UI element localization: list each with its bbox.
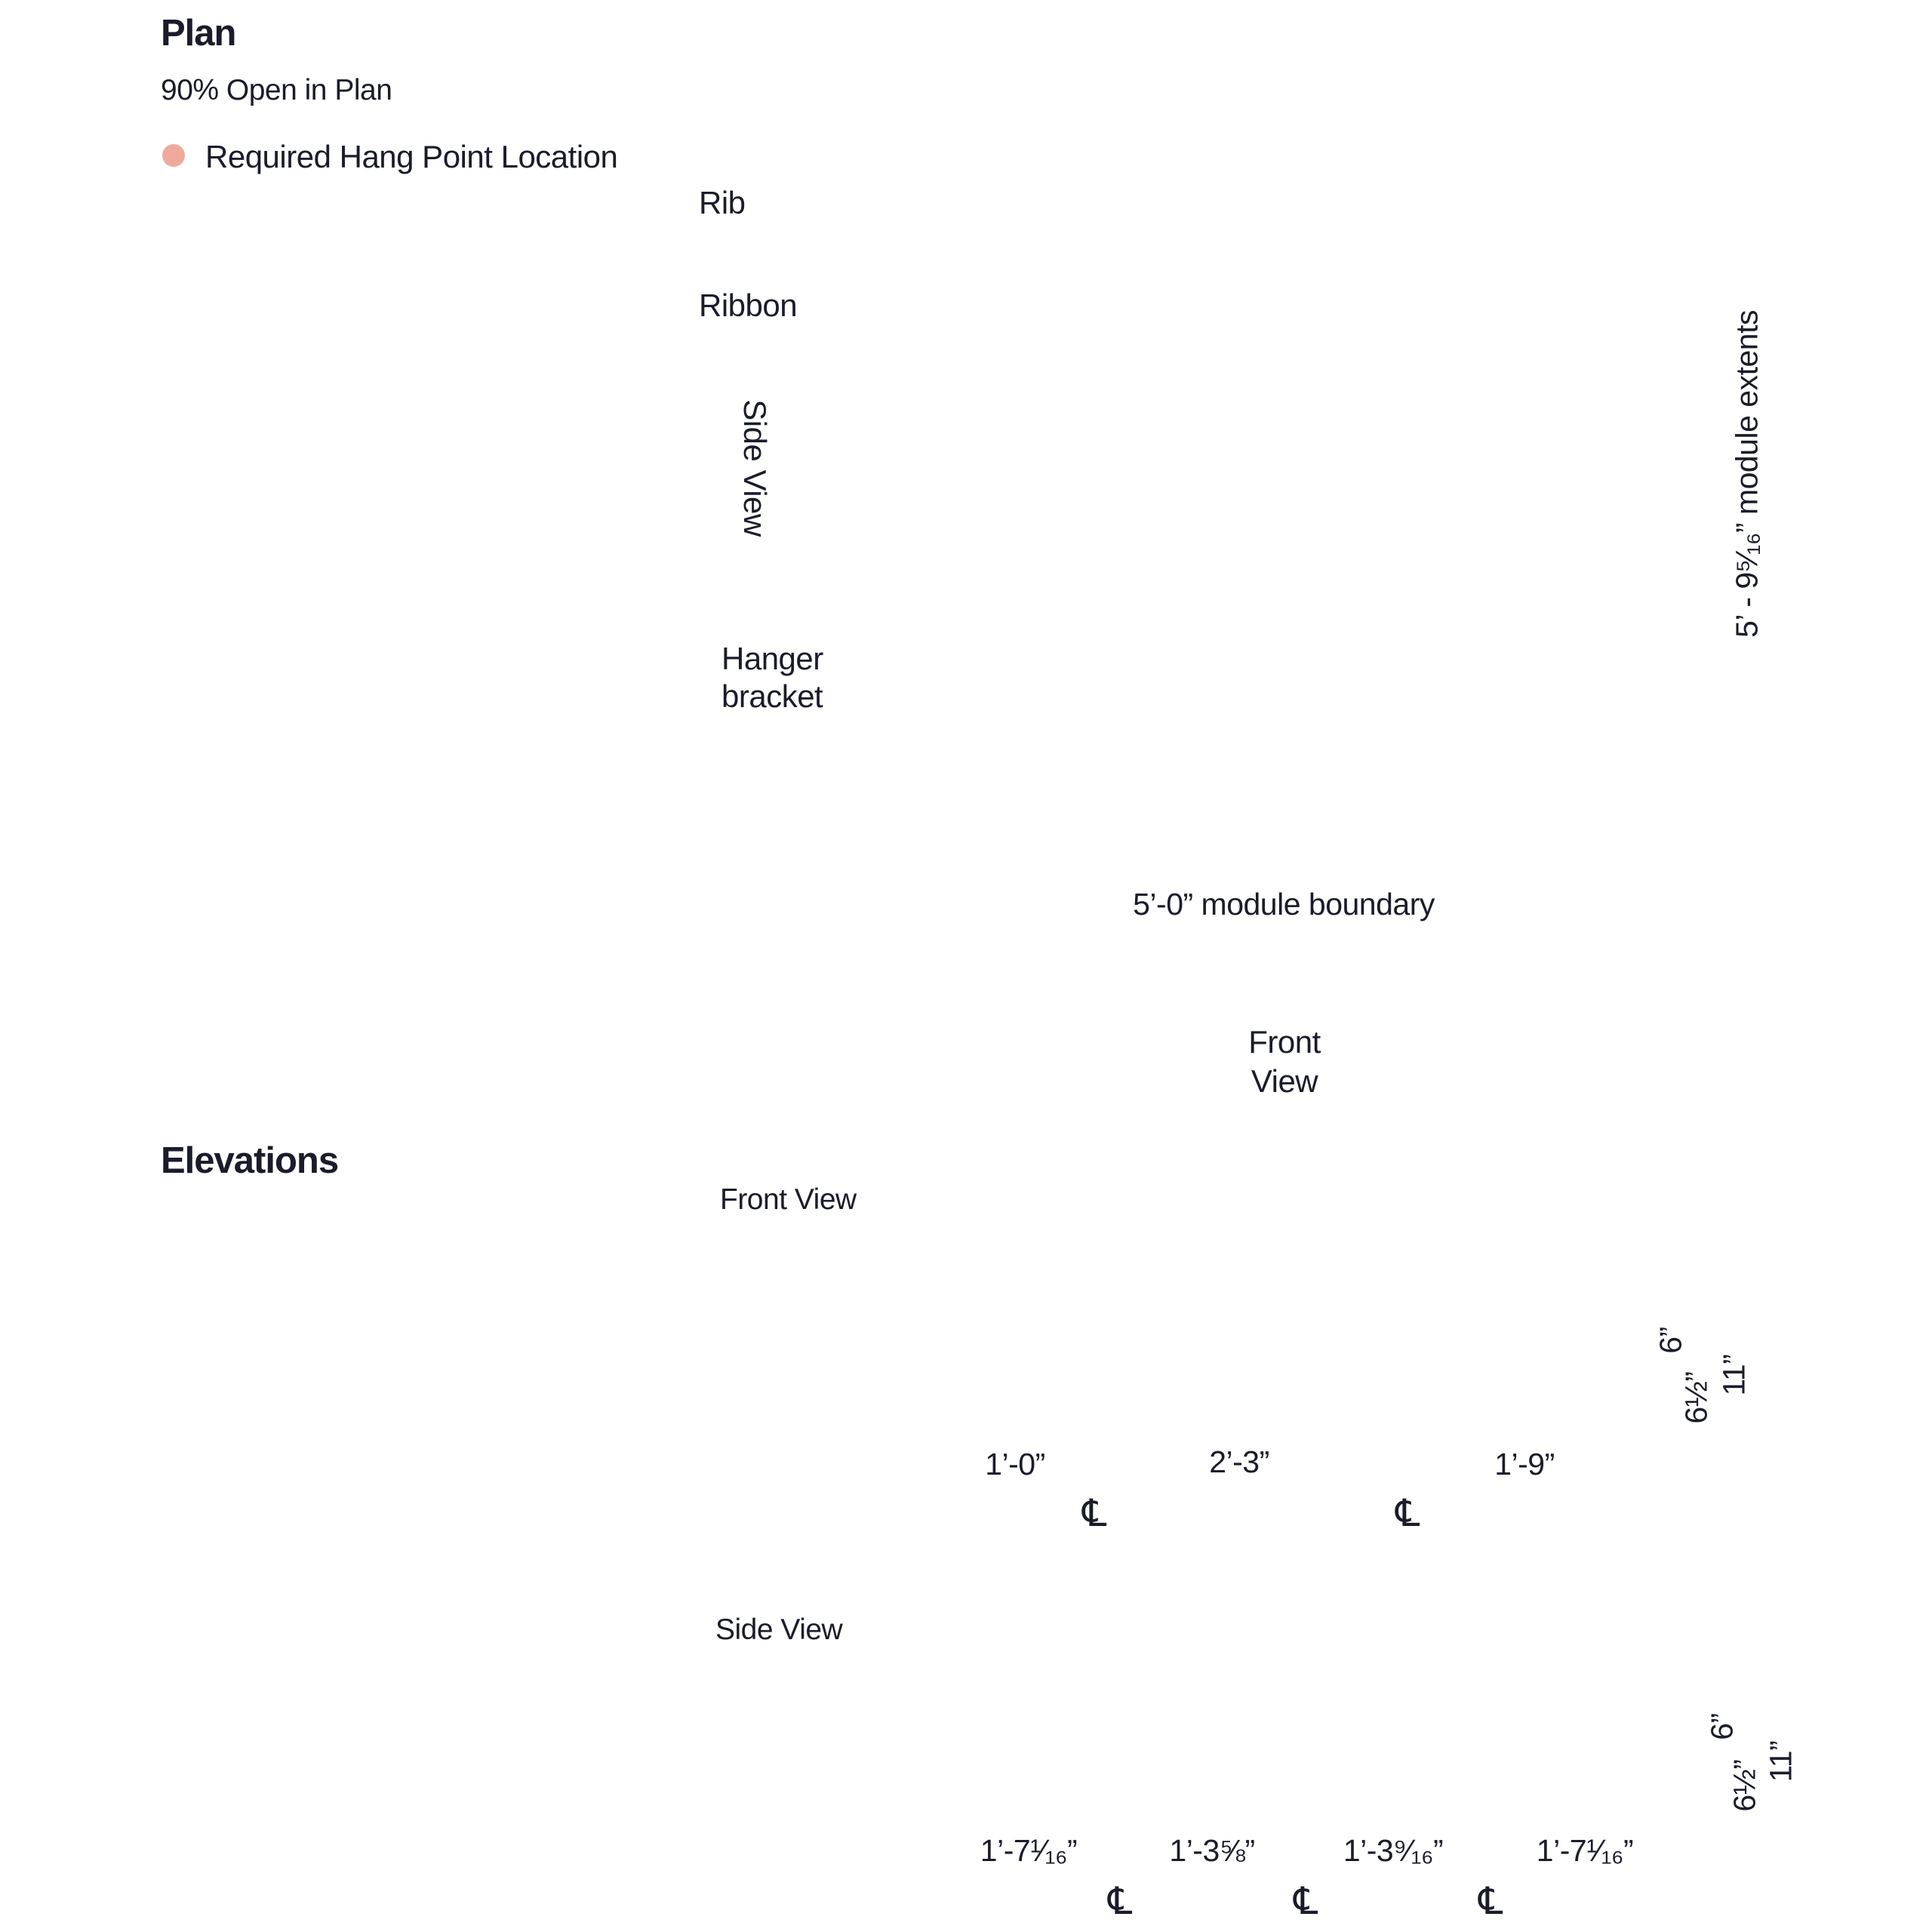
plan-drawing xyxy=(781,72,1758,1019)
side-break-line xyxy=(706,1669,736,1878)
ribbon-loops xyxy=(894,83,1670,854)
rib-callout-label: Rib xyxy=(699,185,746,220)
side-dim-4: 1’-7¹⁄₁₆” xyxy=(1534,1835,1635,1866)
module-boundary-dimension: 5’-0” module boundary xyxy=(1130,889,1438,920)
side-height-total: 11” xyxy=(1763,1740,1798,1783)
front-dim-2: 2’-3” xyxy=(1207,1447,1272,1478)
ribbon-path-inner-1 xyxy=(1041,166,1457,567)
hang-points xyxy=(1070,280,1407,664)
front-height-upper: 6” xyxy=(1653,1327,1688,1354)
rib-2 xyxy=(1206,182,1587,405)
front-centerline-1: ℄ xyxy=(1082,1492,1106,1534)
module-extents-dimension: 5’ - 9⁵⁄₁₆” module extents xyxy=(1732,306,1763,642)
legend-hang-point-label: Required Hang Point Location xyxy=(205,139,618,174)
hang-point-2 xyxy=(1070,459,1093,481)
rib-5 xyxy=(1081,471,1500,473)
rib-7 xyxy=(1202,549,1586,762)
side-height-lower: 6½” xyxy=(1727,1759,1762,1812)
side-dim-1: 1’-7¹⁄₁₆” xyxy=(978,1835,1079,1866)
ribs xyxy=(995,182,1587,762)
hang-point-1 xyxy=(1385,280,1407,303)
callout-leaders xyxy=(781,193,1399,657)
module-boundary-dim-lines xyxy=(925,355,1644,916)
side-view-arrow xyxy=(791,459,815,475)
ribbon-callout-label: Ribbon xyxy=(699,288,798,323)
side-dim-2: 1’-3⅝” xyxy=(1167,1835,1257,1866)
hang-point-3 xyxy=(1383,641,1405,664)
rib-1 xyxy=(997,183,1383,398)
hanger-callout-label-1: Hanger xyxy=(721,641,823,676)
front-centerline-2: ℄ xyxy=(1395,1492,1420,1534)
front-dim-1: 1’-0” xyxy=(983,1449,1048,1480)
front-height-lower: 6½” xyxy=(1678,1371,1714,1424)
side-centerline-3: ℄ xyxy=(1478,1880,1503,1922)
front-view-title: Front View xyxy=(720,1183,857,1216)
ribbon-path-inner-3 xyxy=(894,83,1670,838)
module-extents-dim-lines xyxy=(1332,88,1758,860)
plan-heading: Plan xyxy=(161,13,236,54)
ribbon-path-outer xyxy=(928,98,1647,854)
front-dim-3: 1’-9” xyxy=(1492,1449,1557,1480)
hexagon-module-guide xyxy=(913,72,1655,875)
hanger-callout-label-2: bracket xyxy=(721,678,823,714)
front-view-arrow xyxy=(1278,997,1294,1019)
front-view-marker-line1: Front xyxy=(1248,1024,1321,1060)
side-height-upper: 6” xyxy=(1704,1713,1740,1740)
front-height-total: 11” xyxy=(1716,1354,1752,1396)
side-dim-3: 1’-3⁹⁄₁₆” xyxy=(1341,1835,1445,1866)
front-break-line xyxy=(706,1283,736,1487)
front-view-marker-line2: View xyxy=(1251,1063,1318,1099)
ribbon-path-inner-2 xyxy=(943,211,1577,853)
side-view-title: Side View xyxy=(715,1614,843,1646)
side-centerline-2: ℄ xyxy=(1294,1880,1318,1922)
legend-hang-point-dot xyxy=(162,144,185,167)
openness-note: 90% Open in Plan xyxy=(161,74,392,106)
side-view-marker-label: Side View xyxy=(737,399,773,537)
elevations-heading: Elevations xyxy=(161,1140,339,1181)
side-centerline-1: ℄ xyxy=(1108,1880,1132,1922)
rib-6 xyxy=(995,541,1376,762)
